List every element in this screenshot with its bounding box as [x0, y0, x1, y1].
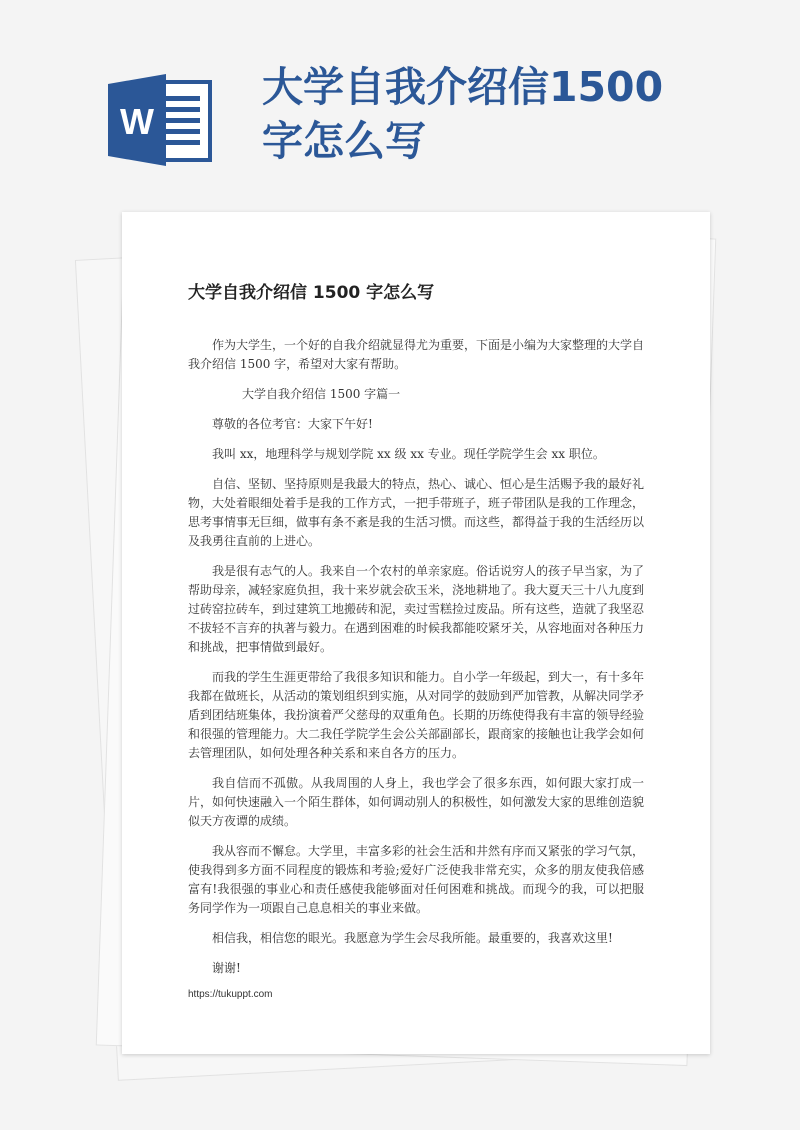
document-page	[122, 212, 710, 1054]
page-heading: 大学自我介绍信 1500 字怎么写	[188, 283, 435, 303]
footer-url[interactable]: https://tukuppt.com	[188, 989, 273, 1000]
page-content	[188, 280, 644, 1000]
document-title: 大学自我介绍信1500字怎么写	[262, 63, 664, 165]
body-paragraph: 而我的学生生涯更带给了我很多知识和能力。自小学一年级起，到大一，有十多年我都在做班长，从活动的策划组织到实施，从对同学的鼓励到严加管教，从解决同学矛盾到团结班集体，我扮演着严父慈母的双重角色。长期的历练使得我有丰富的领导经验和很强的管理能力。大二我任学院学生会公关部副部长，跟商家的接触也让我学会如何去管理团队，如何处理各种关系和来自各方的压力。	[188, 670, 645, 760]
closing-paragraph: 谢谢!	[212, 961, 241, 975]
body-paragraph: 我是很有志气的人。我来自一个农村的单亲家庭。俗话说穷人的孩子早当家，为了帮助母亲，减轻家庭负担，我十来岁就会砍玉米，浇地耕地了。我大夏天三十八九度到过砖窑拉砖车，到过建筑工地搬砖和泥，卖过雪糕捡过废品。所有这些，造就了我坚忍不拔轻不言弃的执著与毅力。在遇到困难的时候我都能咬紧牙关，从容地面对各种压力和挑战，把事情做到最好。	[188, 564, 645, 654]
body-paragraph: 我从容而不懈怠。大学里，丰富多彩的社会生活和井然有序而又紧张的学习气氛，使我得到多方面不同程度的锻炼和考验;爱好广泛使我非常充实，众多的朋友使我倍感富有!我很强的事业心和责任感使我能够面对任何困难和挑战。而现今的我，可以把服务同学作为一项跟自己息息相关的事业来做。	[188, 844, 645, 915]
body-paragraph: 我自信而不孤傲。从我周围的人身上，我也学会了很多东西，如何跟大家打成一片，如何快速融入一个陌生群体，如何调动别人的积极性，如何激发大家的思维创造貌似天方夜谭的成绩。	[188, 776, 645, 828]
header	[0, 0, 800, 200]
section-title: 大学自我介绍信 1500 字篇一	[242, 387, 401, 401]
name-paragraph: 我叫 xx，地理科学与规划学院 xx 级 xx 专业。现任学院学生会 xx 职位。	[212, 447, 605, 461]
intro-paragraph: 作为大学生，一个好的自我介绍就显得尤为重要，下面是小编为大家整理的大学自我介绍信 1500 字，希望对大家有帮助。	[188, 338, 645, 371]
svg-text:W: W	[120, 101, 154, 142]
body-paragraph: 自信、坚韧、坚持原则是我最大的特点，热心、诚心、恒心是生活赐予我的最好礼物，大处着眼细处着手是我的工作方式，一把手带班子，班子带团队是我的工作理念，思考事情事无巨细，做事有条不紊是我的生活习惯。而这些，都得益于我的生活经历以及我勇往直前的上进心。	[188, 477, 645, 548]
body-paragraph: 相信我，相信您的眼光。我愿意为学生会尽我所能。最重要的，我喜欢这里!	[212, 931, 613, 945]
greeting-paragraph: 尊敬的各位考官：大家下午好!	[212, 417, 373, 431]
word-document-icon	[108, 74, 214, 166]
